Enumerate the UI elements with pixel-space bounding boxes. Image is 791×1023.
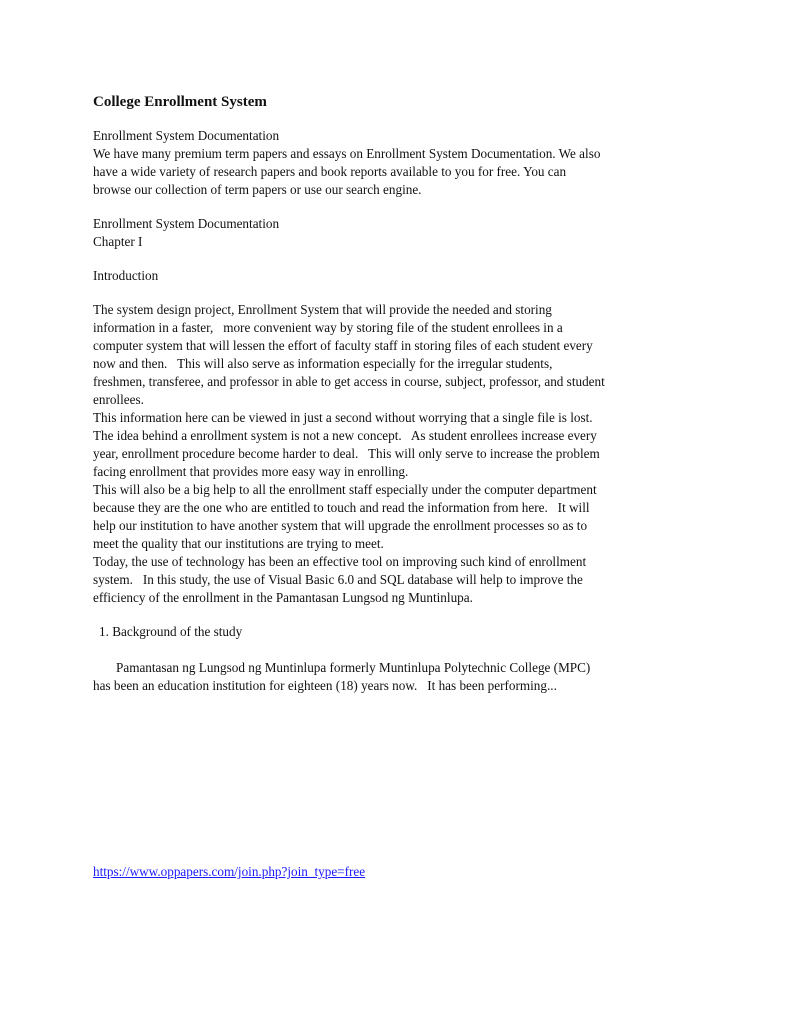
body-line: now and then. This will also serve as information especially for the irregular students, bbox=[93, 356, 553, 371]
intro-line: Enrollment System Documentation bbox=[93, 128, 280, 143]
introduction-heading bbox=[93, 267, 703, 285]
body-line: information in a faster, more convenient way by storing file of the student enrollees in a bbox=[93, 320, 563, 335]
document-page bbox=[93, 92, 703, 695]
body-line: This will also be a big help to all the enrollment staff especially under the computer department bbox=[93, 482, 597, 497]
body-line: The idea behind a enrollment system is not a new concept. As student enrollees increase every bbox=[93, 428, 597, 443]
body-block bbox=[93, 301, 703, 607]
background-block bbox=[93, 659, 703, 695]
body-line: facing enrollment that provides more easy way in enrolling. bbox=[93, 464, 409, 479]
intro-line: We have many premium term papers and essays on Enrollment System Documentation. We also bbox=[93, 146, 601, 161]
heading-block bbox=[93, 215, 703, 251]
background-line: Pamantasan ng Lungsod ng Muntinlupa formerly Muntinlupa Polytechnic College (MPC) bbox=[116, 660, 591, 675]
body-line: help our institution to have another system that will upgrade the enrollment processes so as to bbox=[93, 518, 588, 533]
chapter-label: Chapter I bbox=[93, 234, 143, 249]
heading-line: Enrollment System Documentation bbox=[93, 216, 280, 231]
join-link[interactable]: https://www.oppapers.com/join.php?join_type=free bbox=[93, 864, 366, 879]
intro-line: have a wide variety of research papers and book reports available to you for free. You can bbox=[93, 164, 567, 179]
intro-block bbox=[93, 127, 703, 199]
body-line: The system design project, Enrollment System that will provide the needed and storing bbox=[93, 302, 552, 317]
body-line: Today, the use of technology has been an effective tool on improving such kind of enrollment bbox=[93, 554, 587, 569]
body-line: because they are the one who are entitled to touch and read the information from here. It will bbox=[93, 500, 590, 515]
document-title: College Enrollment System bbox=[93, 94, 267, 110]
body-line: computer system that will lessen the effort of faculty staff in storing files of each student every bbox=[93, 338, 593, 353]
body-line: enrollees. bbox=[93, 392, 144, 407]
body-line: year, enrollment procedure become harder to deal. This will only serve to increase the problem bbox=[93, 446, 600, 461]
body-line: system. In this study, the use of Visual Basic 6.0 and SQL database will help to improve the bbox=[93, 572, 583, 587]
body-line: meet the quality that our institutions are trying to meet. bbox=[93, 536, 384, 551]
list-item-background: 1. Background of the study bbox=[99, 624, 243, 639]
background-line: has been an education institution for eighteen (18) years now. It has been performing... bbox=[93, 678, 557, 693]
introduction-label: Introduction bbox=[93, 268, 159, 283]
body-line: This information here can be viewed in just a second without worrying that a single file is lost. bbox=[93, 410, 593, 425]
intro-line: browse our collection of term papers or use our search engine. bbox=[93, 182, 422, 197]
body-line: freshmen, transferee, and professor in able to get access in course, subject, professor, and student bbox=[93, 374, 605, 389]
body-line: efficiency of the enrollment in the Pamantasan Lungsod ng Muntinlupa. bbox=[93, 590, 473, 605]
